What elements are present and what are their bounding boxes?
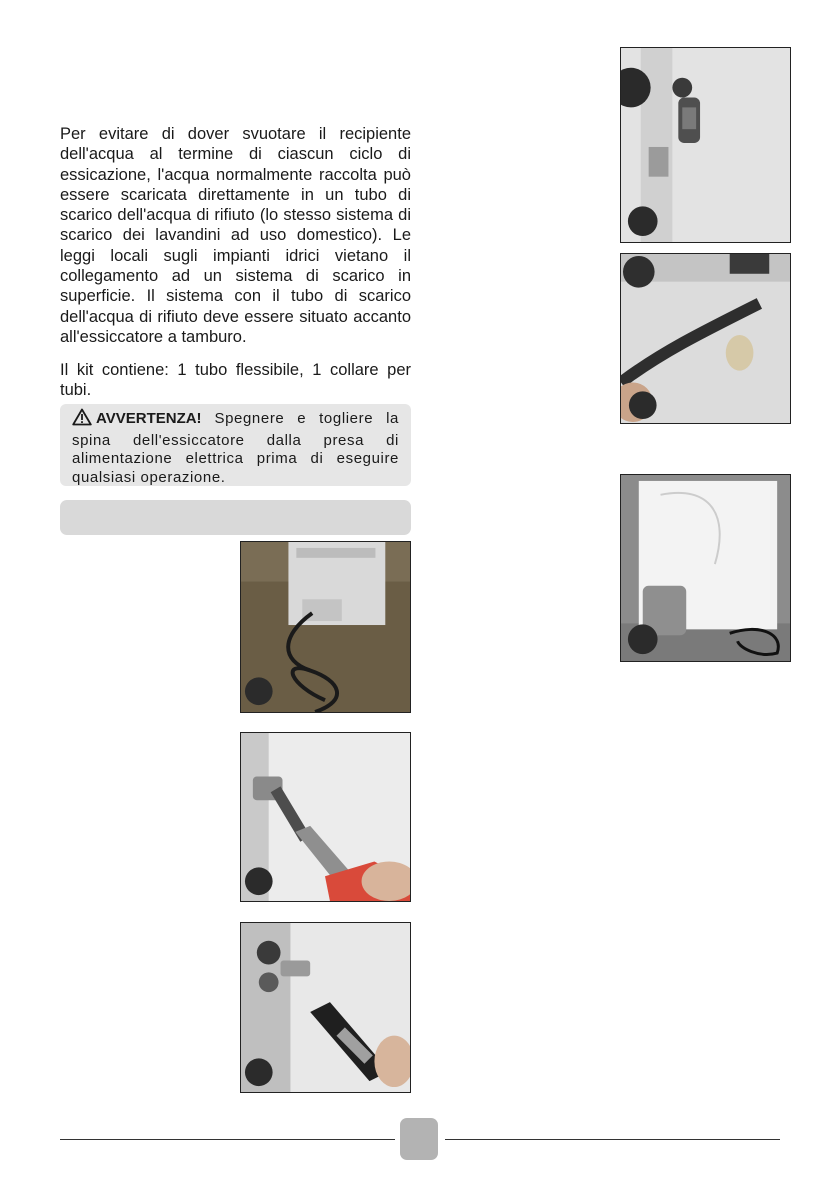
step-photo-5 — [620, 253, 791, 424]
footer-rule-right — [445, 1139, 780, 1140]
warning-text: Spegnere e togliere la spina dell'essiccatore dalla presa di alimentazione elettrica prima di eseguire qualsiasi operazione. — [72, 410, 399, 486]
step-photo-2 — [240, 732, 411, 902]
page-number-tab — [400, 1118, 438, 1160]
step-photo-3 — [240, 922, 411, 1093]
warning-box — [60, 404, 411, 486]
step-photo-4 — [620, 47, 791, 243]
footer-rule-left — [60, 1139, 395, 1140]
kit-contents: Il kit contiene: 1 tubo flessibile, 1 collare per tubi. — [60, 361, 411, 400]
step-photo-1 — [240, 541, 411, 713]
step-photo-6 — [620, 474, 791, 662]
intro-paragraph: Per evitare di dover svuotare il recipiente dell'acqua al termine di ciascun ciclo di essicazione, l'acqua normalmente raccolta può essere scaricata direttamente in un tubo di scarico dell'acqua di rifiuto (lo stesso sistema di scarico dei lavandini ad uso domestico). Le leggi locali sugli impianti idrici vietano il collegamento ad un sistema di scarico in superficie. Il sistema con il tubo di scarico dell'acqua di rifiuto deve essere situato accanto all'essiccatore a tamburo. — [60, 125, 411, 346]
warning-title: AVVERTENZA! — [96, 410, 202, 427]
section-header-bar — [60, 500, 411, 535]
warning-triangle-icon — [72, 408, 92, 432]
